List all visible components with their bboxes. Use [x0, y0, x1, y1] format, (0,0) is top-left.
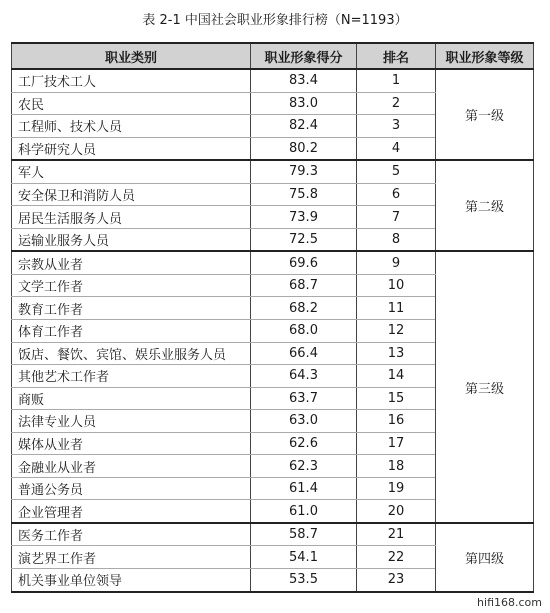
table-row	[12, 251, 534, 274]
score-cell: 64.3	[251, 365, 357, 388]
score-cell: 63.7	[251, 387, 357, 410]
table-header-row	[12, 43, 534, 69]
rank-cell: 23	[357, 569, 436, 592]
rank-cell: 14	[357, 365, 436, 388]
score-cell: 63.0	[251, 410, 357, 433]
rank-cell: 16	[357, 410, 436, 433]
occupation-cell: 军人	[12, 160, 251, 183]
level-cell: 第四级	[436, 523, 534, 592]
rank-cell: 11	[357, 297, 436, 320]
score-cell: 83.4	[251, 69, 357, 92]
table-row	[12, 69, 534, 92]
watermark: hifi168.com	[477, 596, 542, 609]
occupation-cell: 普通公务员	[12, 477, 251, 500]
occupation-cell: 医务工作者	[12, 523, 251, 546]
rank-cell: 2	[357, 92, 436, 115]
rank-cell: 17	[357, 432, 436, 455]
table-caption: 表 2-1 中国社会职业形象排行榜（N=1193）	[142, 13, 408, 28]
rank-cell: 10	[357, 274, 436, 297]
rank-cell: 19	[357, 477, 436, 500]
occupation-cell: 居民生活服务人员	[12, 206, 251, 229]
header-score: 职业形象得分	[251, 43, 357, 69]
rank-cell: 9	[357, 251, 436, 274]
occupation-cell: 媒体从业者	[12, 432, 251, 455]
rank-cell: 1	[357, 69, 436, 92]
occupation-cell: 工厂技术工人	[12, 69, 251, 92]
score-cell: 69.6	[251, 251, 357, 274]
occupation-cell: 工程师、技术人员	[12, 115, 251, 138]
occupation-cell: 农民	[12, 92, 251, 115]
occupation-cell: 饭店、餐饮、宾馆、娱乐业服务人员	[12, 342, 251, 365]
occupation-ranking-table	[11, 42, 534, 593]
table-row	[12, 160, 534, 183]
occupation-cell: 运输业服务人员	[12, 228, 251, 251]
occupation-cell: 企业管理者	[12, 500, 251, 523]
score-cell: 82.4	[251, 115, 357, 138]
table-row	[12, 523, 534, 546]
rank-cell: 21	[357, 523, 436, 546]
rank-cell: 18	[357, 455, 436, 478]
score-cell: 62.6	[251, 432, 357, 455]
occupation-cell: 科学研究人员	[12, 137, 251, 160]
header-occupation: 职业类别	[12, 43, 251, 69]
score-cell: 83.0	[251, 92, 357, 115]
score-cell: 53.5	[251, 569, 357, 592]
occupation-cell: 体育工作者	[12, 320, 251, 343]
score-cell: 80.2	[251, 137, 357, 160]
score-cell: 75.8	[251, 183, 357, 206]
header-level: 职业形象等级	[436, 43, 534, 69]
score-cell: 72.5	[251, 228, 357, 251]
score-cell: 68.2	[251, 297, 357, 320]
occupation-cell: 文学工作者	[12, 274, 251, 297]
rank-cell: 15	[357, 387, 436, 410]
table-body	[12, 69, 534, 592]
occupation-cell: 其他艺术工作者	[12, 365, 251, 388]
rank-cell: 4	[357, 137, 436, 160]
score-cell: 68.0	[251, 320, 357, 343]
level-cell: 第三级	[436, 251, 534, 523]
score-cell: 58.7	[251, 523, 357, 546]
occupation-cell: 机关事业单位领导	[12, 569, 251, 592]
rank-cell: 3	[357, 115, 436, 138]
level-cell: 第一级	[436, 69, 534, 160]
score-cell: 66.4	[251, 342, 357, 365]
score-cell: 61.4	[251, 477, 357, 500]
occupation-cell: 商贩	[12, 387, 251, 410]
header-rank: 排名	[357, 43, 436, 69]
occupation-cell: 演艺界工作者	[12, 546, 251, 569]
rank-cell: 13	[357, 342, 436, 365]
rank-cell: 20	[357, 500, 436, 523]
score-cell: 73.9	[251, 206, 357, 229]
occupation-cell: 法律专业人员	[12, 410, 251, 433]
rank-cell: 12	[357, 320, 436, 343]
score-cell: 54.1	[251, 546, 357, 569]
score-cell: 79.3	[251, 160, 357, 183]
occupation-cell: 金融业从业者	[12, 455, 251, 478]
score-cell: 68.7	[251, 274, 357, 297]
rank-cell: 5	[357, 160, 436, 183]
score-cell: 61.0	[251, 500, 357, 523]
score-cell: 62.3	[251, 455, 357, 478]
occupation-cell: 安全保卫和消防人员	[12, 183, 251, 206]
occupation-cell: 教育工作者	[12, 297, 251, 320]
rank-cell: 6	[357, 183, 436, 206]
rank-cell: 8	[357, 228, 436, 251]
rank-cell: 22	[357, 546, 436, 569]
occupation-cell: 宗教从业者	[12, 251, 251, 274]
rank-cell: 7	[357, 206, 436, 229]
level-cell: 第二级	[436, 160, 534, 251]
